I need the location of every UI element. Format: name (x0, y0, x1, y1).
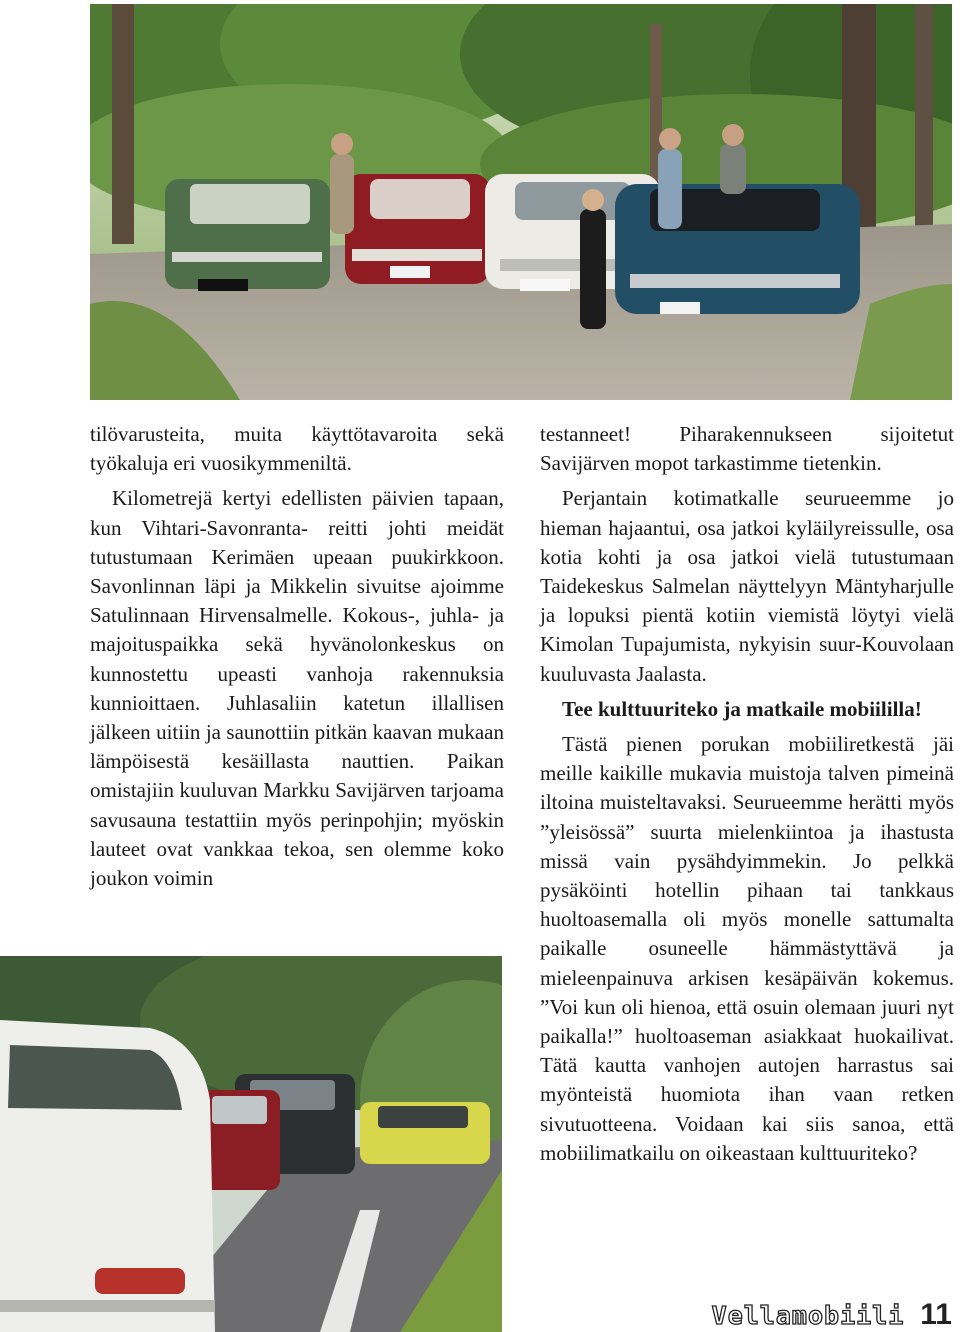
page-number: 11 (920, 1298, 952, 1331)
article-paragraph: Kilometrejä kertyi edellisten päivien tapaan, kun Vihtari-Savonranta- reitti johti meidät tutustumaan Kerimäen upeaan puukirkkoon. Savonlinnan läpi ja Mikkelin sivuitse ajoimme Satulinnaan Hirvensalmelle. Kokous-, juhla- ja majoituspaikka sekä hyvänolonkeskus on kunnostettu upeasti vanhoja rakennuksia kunnioittaen. Juhlasaliin katetun illallisen jälkeen uitiin ja saunottiin pitkän kaavan mukaan lämpöisestä kesäillasta nauttien. Paikan omistajiin kuuluvan Markku Savijärven tarjoama savusauna testattiin myös perinpohjin; myöskin lauteet ovat vankkaa tekoa, sen olemme koko joukon voimin (90, 486, 504, 891)
article-paragraph: Perjantain kotimatkalle seurueemme jo hieman hajaantui, osa jatkoi kyläilyreissulle, osa kotia kohti ja osa jatkoi vielä tutustumaan Taidekeskus Salmelan näyttelyyn Mäntyharjulle ja lopuksi pientä kotiin viemistä löytyi vielä Kimolan Tupajumista, nykyisin suur-Kouvolaan kuuluvasta Jaalasta. (540, 486, 954, 686)
photo-car-convoy-image (0, 950, 502, 1332)
magazine-logo: Vellamobiili (711, 1301, 905, 1330)
photo-cars-parked-image (90, 4, 952, 400)
article-column-left (90, 420, 504, 893)
article-column-right (540, 420, 954, 1168)
article-paragraph: Tästä pienen porukan mobiiliretkestä jäi meille kaikille mukavia muistoja talven pimeinä iltoina muisteltavaksi. Seurueemme herätti myös ”yleisössä” suurta mielenkiintoa ja ihastusta missä vain pysähdyimmekin. Jo pelkkä pysäköinti hotellin pihaan tai tankkaus huoltoasemalla oli myös monelle sattumalta paikalle osuneelle hämmästyttävä ja mieleenpainuva arkisen kesäpäivän kokemus. ”Voi kun oli hienoa, että osuin olemaan juuri nyt paikalla!” huoltoaseman asiakkaat huokailivat. Tätä kautta vanhojen autojen harrastus sai myönteistä huomiota ihan vaan retken sivutuotteena. Voidaan kai siis sanoa, että mobiilimatkailu on oikeastaan kulttuuriteko? (540, 732, 954, 1165)
photo-cars-parked (90, 4, 952, 400)
page-footer (712, 1298, 952, 1332)
article-subheading: Tee kulttuuriteko ja matkaile mobiililla! (562, 696, 922, 721)
article-paragraph-continuation: testanneet! Piharakennukseen sijoitetut Savijärven mopot tarkastimme tietenkin. (540, 422, 954, 476)
photo-car-convoy (0, 950, 502, 1332)
article-paragraph: tilövarusteita, muita käyttötavaroita sekä työkaluja eri vuosikymmeniltä. (90, 422, 504, 476)
